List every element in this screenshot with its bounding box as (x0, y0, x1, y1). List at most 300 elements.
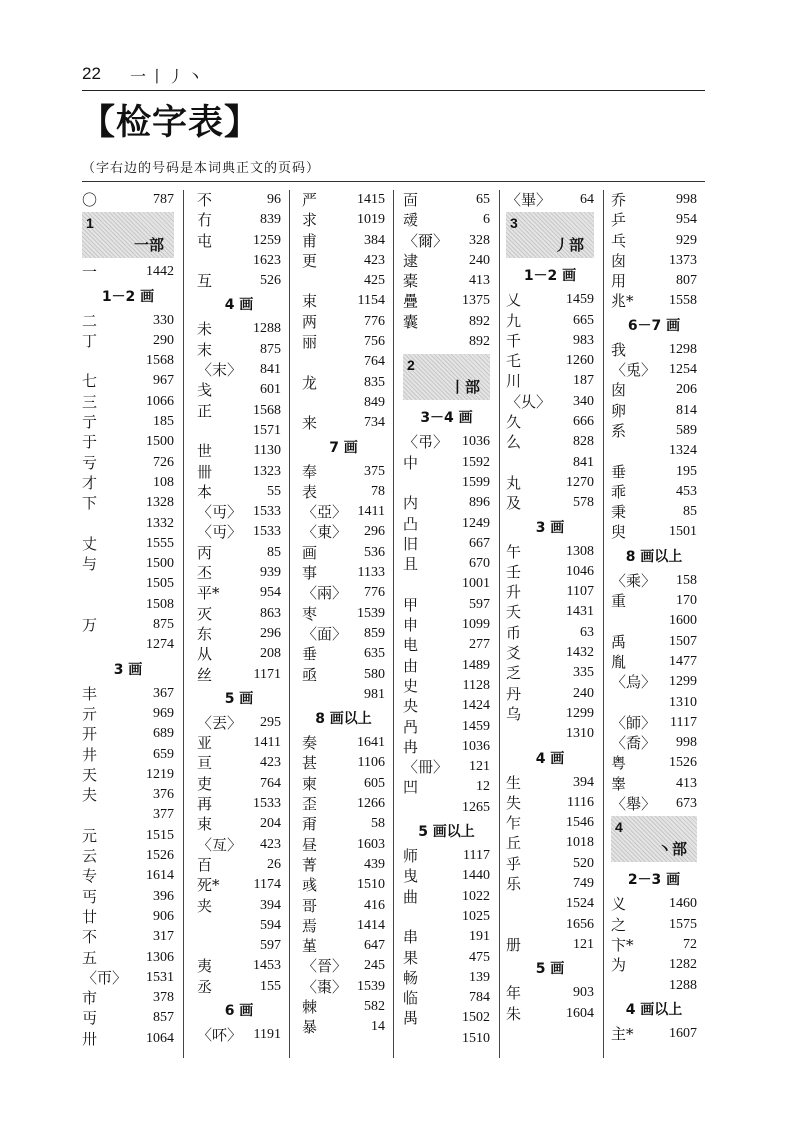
index-entry (82, 351, 174, 371)
index-entry (611, 955, 697, 975)
entry-character: 未 (197, 320, 213, 339)
entry-page-number: 896 (469, 495, 490, 511)
entry-page-number: 849 (364, 394, 385, 410)
entry-character: 市 (82, 989, 98, 1008)
entry-page-number: 1459 (566, 292, 594, 308)
entry-page-number: 245 (364, 958, 385, 974)
entry-character: 东 (197, 624, 213, 643)
index-entry (197, 231, 281, 251)
entry-page-number: 1508 (146, 596, 174, 612)
entry-character: 乎 (506, 854, 522, 873)
entry-page-number: 1323 (253, 463, 281, 479)
entry-character: 史 (403, 676, 419, 695)
entry-character: 正 (197, 401, 213, 420)
index-entry (611, 271, 697, 291)
index-entry (611, 441, 697, 461)
index-entry (197, 271, 281, 291)
entry-page-number: 330 (153, 312, 174, 328)
entry-page-number: 1510 (462, 1030, 490, 1046)
index-entry (506, 663, 594, 683)
entry-character: 〈面〉 (302, 624, 348, 643)
radical-header (506, 212, 594, 258)
entry-page-number: 1066 (146, 393, 174, 409)
index-entry (82, 724, 174, 744)
entry-page-number: 929 (676, 232, 697, 248)
index-entry (611, 611, 697, 631)
index-entry (82, 554, 174, 574)
entry-character: 亘 (197, 754, 213, 773)
entry-character: 不 (82, 928, 98, 947)
entry-page-number: 1507 (669, 633, 697, 649)
index-entry (197, 875, 281, 895)
index-entry (82, 948, 174, 968)
entry-page-number: 378 (153, 990, 174, 1006)
index-entry (506, 935, 594, 955)
entry-character: 壬 (506, 562, 522, 581)
entry-character: 臾 (611, 523, 627, 542)
entry-page-number: 1128 (462, 677, 490, 693)
entry-character: 册 (506, 935, 522, 954)
entry-page-number: 191 (469, 929, 490, 945)
entry-character: 画 (302, 543, 318, 562)
index-entry (611, 733, 697, 753)
entry-page-number: 1116 (567, 794, 594, 810)
entry-page-number: 526 (260, 273, 281, 289)
entry-character: 丘 (506, 834, 522, 853)
stroke-count-heading: 8 画以上 (315, 711, 372, 728)
entry-page-number: 1539 (357, 605, 385, 621)
entry-page-number: 1373 (669, 252, 697, 268)
entry-page-number: 580 (364, 666, 385, 682)
entry-page-number: 734 (364, 415, 385, 431)
index-entry (302, 875, 385, 895)
entry-character: 央 (403, 697, 419, 716)
entry-page-number: 1500 (146, 556, 174, 572)
entry-character: 互 (197, 272, 213, 291)
entry-character: 〈舉〉 (611, 795, 657, 814)
index-entry (506, 392, 594, 412)
index-entry (403, 717, 490, 737)
index-entry (403, 231, 490, 251)
index-entry (506, 311, 594, 331)
entry-character: 昼 (302, 835, 318, 854)
entry-page-number: 1298 (669, 341, 697, 357)
entry-page-number: 578 (573, 495, 594, 511)
entry-page-number: 981 (364, 686, 385, 702)
index-entry (506, 724, 594, 744)
radical-number: 4 (615, 819, 623, 836)
index-entry (197, 936, 281, 956)
index-entry (197, 624, 281, 644)
entry-page-number: 55 (267, 483, 281, 499)
entry-page-number: 594 (260, 917, 281, 933)
entry-character: 〈棗〉 (302, 977, 348, 996)
index-entry (302, 644, 385, 664)
entry-page-number: 1259 (253, 232, 281, 248)
entry-page-number: 416 (364, 897, 385, 913)
index-entry (403, 534, 490, 554)
entry-page-number: 689 (153, 726, 174, 742)
stroke-count-heading: 5 画以上 (418, 824, 475, 841)
entry-character: 彧 (302, 876, 318, 895)
entry-page-number: 892 (469, 313, 490, 329)
entry-character: 乔 (611, 191, 627, 209)
entry-character: 叆 (403, 211, 419, 230)
entry-page-number: 1558 (669, 293, 697, 309)
index-entry (611, 632, 697, 652)
entry-character: 〈喬〉 (611, 734, 657, 753)
index-entry (403, 968, 490, 988)
entry-character: 〈弔〉 (403, 433, 449, 452)
entry-character: 从 (197, 645, 213, 664)
entry-character: 我 (611, 340, 627, 359)
index-entry (403, 907, 490, 927)
entry-page-number: 296 (260, 625, 281, 641)
entry-page-number: 26 (267, 856, 281, 872)
index-entry (302, 393, 385, 413)
index-entry (611, 291, 697, 311)
entry-page-number: 1432 (566, 645, 594, 661)
entry-page-number: 520 (573, 855, 594, 871)
entry-character: 暴 (302, 1018, 318, 1037)
entry-character: 夭 (506, 603, 522, 622)
entry-character: 囱 (611, 381, 627, 400)
entry-page-number: 605 (364, 775, 385, 791)
entry-page-number: 764 (364, 354, 385, 370)
index-entry (302, 814, 385, 834)
index-entry (403, 887, 490, 907)
radical-header (82, 212, 174, 258)
index-entry (197, 502, 281, 522)
index-entry (197, 340, 281, 360)
entry-character: 甚 (302, 754, 318, 773)
entry-character: 丁 (82, 331, 98, 350)
stroke-count-heading: 4 画 (535, 750, 565, 767)
column-divider (499, 190, 500, 1058)
index-entry (611, 482, 697, 502)
index-entry (611, 713, 697, 733)
entry-character: 丐 (82, 887, 98, 906)
entry-character: 靣 (403, 191, 419, 209)
entry-character: 世 (197, 442, 213, 461)
index-entry (403, 798, 490, 818)
entry-character: 丽 (302, 333, 318, 352)
entry-character: 凹 (403, 778, 419, 797)
entry-page-number: 969 (153, 705, 174, 721)
index-entry (82, 331, 174, 351)
entry-page-number: 413 (469, 273, 490, 289)
entry-character: 亓 (82, 704, 98, 723)
entry-character: 丸 (506, 473, 522, 492)
entry-page-number: 597 (260, 938, 281, 954)
index-entry (403, 948, 490, 968)
stroke-count-heading: 8 画以上 (625, 548, 683, 565)
entry-page-number: 423 (364, 252, 385, 268)
index-entry (302, 916, 385, 936)
entry-page-number: 1568 (253, 402, 281, 418)
entry-character: 旧 (403, 534, 419, 553)
entry-character: 不 (197, 191, 213, 209)
index-entry (302, 733, 385, 753)
entry-page-number: 187 (573, 373, 594, 389)
entry-character: 逮 (403, 251, 419, 270)
index-entry (302, 352, 385, 372)
index-entry (302, 502, 385, 522)
index-entry (302, 462, 385, 482)
index-entry (611, 794, 697, 814)
page-number: 22 (82, 64, 101, 83)
index-entry (611, 190, 697, 210)
index-entry (506, 833, 594, 853)
entry-page-number: 63 (580, 624, 594, 640)
entry-page-number: 1064 (146, 1030, 174, 1046)
index-entry (506, 684, 594, 704)
index-entry (506, 453, 594, 473)
entry-page-number: 1505 (146, 576, 174, 592)
entry-page-number: 170 (676, 593, 697, 609)
index-entry (611, 693, 697, 713)
index-entry (403, 696, 490, 716)
entry-page-number: 1526 (146, 848, 174, 864)
entry-character: 死* (197, 876, 220, 895)
index-entry (403, 1008, 490, 1028)
entry-page-number: 1623 (253, 252, 281, 268)
entry-character: 下 (82, 494, 98, 513)
entry-page-number: 1219 (146, 766, 174, 782)
entry-page-number: 1414 (357, 917, 385, 933)
entry-page-number: 6 (483, 212, 490, 228)
index-entry (506, 983, 594, 1003)
entry-character: 堇 (302, 937, 318, 956)
entry-page-number: 340 (573, 393, 594, 409)
entry-page-number: 121 (469, 759, 490, 775)
index-entry (506, 915, 594, 935)
index-entry (82, 635, 174, 655)
index-entry (403, 291, 490, 311)
entry-page-number: 1575 (669, 916, 697, 932)
index-entry (302, 291, 385, 311)
entry-character: 丏 (82, 1009, 98, 1028)
entry-character: 之 (611, 915, 627, 934)
column-divider (393, 190, 394, 1058)
index-entry (302, 753, 385, 773)
entry-page-number: 841 (260, 362, 281, 378)
entry-character: 〈師〉 (611, 713, 657, 732)
entry-character: 〈丟〉 (197, 713, 243, 732)
index-entry (506, 1004, 594, 1024)
entry-page-number: 673 (676, 796, 697, 812)
entry-page-number: 1174 (253, 877, 281, 893)
entry-character: 乏 (506, 664, 522, 683)
entry-character: 亍 (82, 413, 98, 432)
index-entry (403, 656, 490, 676)
entry-page-number: 1604 (566, 1005, 594, 1021)
index-entry (82, 392, 174, 412)
entry-character: 电 (403, 636, 419, 655)
entry-character: 〈亞〉 (302, 503, 348, 522)
stroke-count-heading: 3 画 (113, 661, 143, 678)
entry-character: 末 (197, 340, 213, 359)
entry-page-number: 1130 (253, 443, 281, 459)
entry-page-number: 776 (364, 313, 385, 329)
index-entry (82, 968, 174, 988)
entry-page-number: 892 (469, 334, 490, 350)
entry-character: 再 (197, 795, 213, 814)
entry-page-number: 1117 (463, 848, 490, 864)
entry-page-number: 1568 (146, 353, 174, 369)
entry-page-number: 208 (260, 646, 281, 662)
entry-character: 戋 (197, 381, 213, 400)
index-entry (82, 927, 174, 947)
index-entry (506, 704, 594, 724)
stroke-count-heading: 3 画 (535, 519, 565, 536)
entry-character: 丝 (197, 665, 213, 684)
entry-page-number: 1282 (669, 957, 697, 973)
index-entry (82, 412, 174, 432)
entry-page-number: 1133 (357, 565, 385, 581)
entry-page-number: 1375 (462, 293, 490, 309)
index-entry (302, 685, 385, 705)
index-entry (82, 190, 174, 210)
entry-character: 爻 (506, 644, 522, 663)
index-entry (403, 453, 490, 473)
entry-page-number: 1274 (146, 637, 174, 653)
index-entry (82, 534, 174, 554)
radical-name: 丶部 (656, 840, 687, 859)
entry-character: 囱 (611, 251, 627, 270)
entry-page-number: 1489 (462, 657, 490, 673)
index-entry (302, 855, 385, 875)
entry-page-number: 206 (676, 382, 697, 398)
index-entry (403, 432, 490, 452)
entry-page-number: 597 (469, 596, 490, 612)
index-entry (611, 210, 697, 230)
entry-character: 疊 (403, 292, 419, 311)
index-column-2 (197, 190, 281, 1060)
entry-page-number: 764 (260, 775, 281, 791)
index-entry (611, 231, 697, 251)
index-entry (403, 676, 490, 696)
entry-page-number: 1501 (669, 524, 697, 540)
index-entry (82, 684, 174, 704)
entry-character: 丰 (82, 684, 98, 703)
index-entry (403, 737, 490, 757)
index-entry (302, 482, 385, 502)
entry-page-number: 1555 (146, 535, 174, 551)
index-entry (403, 866, 490, 886)
entry-character: 束 (302, 292, 318, 311)
stroke-count-heading: 1－2 画 (101, 288, 155, 305)
entry-page-number: 1328 (146, 495, 174, 511)
index-entry (197, 421, 281, 441)
entry-page-number: 240 (469, 252, 490, 268)
entry-character: 重 (611, 592, 627, 611)
entry-character: 吏 (197, 774, 213, 793)
index-entry (403, 190, 490, 210)
entry-character: 本 (197, 482, 213, 501)
entry-character: 开 (82, 725, 98, 744)
page-title: 【检字表】 (80, 103, 261, 143)
radical-name: 一部 (133, 236, 164, 255)
index-entry (197, 753, 281, 773)
entry-character: 师 (403, 847, 419, 866)
index-entry (506, 773, 594, 793)
index-entry (506, 331, 594, 351)
entry-character: 乐 (506, 875, 522, 894)
entry-character: 曳 (403, 867, 419, 886)
entry-page-number: 1171 (253, 666, 281, 682)
index-entry (403, 271, 490, 291)
entry-page-number: 1288 (669, 977, 697, 993)
entry-character: 〈吥〉 (197, 1025, 243, 1044)
index-entry (82, 453, 174, 473)
index-entry (82, 907, 174, 927)
entry-page-number: 857 (153, 1010, 174, 1026)
entry-page-number: 240 (573, 685, 594, 701)
radical-number: 3 (510, 215, 518, 232)
entry-character: 云 (82, 847, 98, 866)
entry-page-number: 1459 (462, 718, 490, 734)
stroke-count-heading: 6 画 (224, 1002, 254, 1019)
entry-page-number: 1154 (357, 293, 385, 309)
entry-character: 畅 (403, 968, 419, 987)
stroke-count-heading: 4 画以上 (625, 1001, 683, 1018)
index-entry (403, 595, 490, 615)
entry-page-number: 1603 (357, 836, 385, 852)
entry-character: 平* (197, 584, 220, 603)
entry-page-number: 954 (260, 585, 281, 601)
entry-page-number: 394 (260, 897, 281, 913)
entry-character: 禺 (403, 1009, 419, 1028)
entry-character: 且 (403, 555, 419, 574)
index-entry (302, 583, 385, 603)
entry-page-number: 1249 (462, 515, 490, 531)
entry-character: 〈亙〉 (197, 835, 243, 854)
entry-character: 二 (82, 311, 98, 330)
index-entry (82, 805, 174, 825)
entry-page-number: 1310 (566, 726, 594, 742)
index-entry (403, 777, 490, 797)
index-entry (506, 412, 594, 432)
entry-character: 焉 (302, 916, 318, 935)
entry-character: 升 (506, 583, 522, 602)
entry-character: 垂 (611, 462, 627, 481)
entry-page-number: 155 (260, 978, 281, 994)
entry-page-number: 1036 (462, 434, 490, 450)
index-entry (611, 340, 697, 360)
index-entry (197, 956, 281, 976)
entry-page-number: 1265 (462, 799, 490, 815)
entry-character: 冉 (403, 737, 419, 756)
entry-page-number: 1308 (566, 543, 594, 559)
entry-page-number: 1411 (357, 504, 385, 520)
entry-page-number: 875 (260, 341, 281, 357)
index-entry (82, 785, 174, 805)
entry-character: 亟 (302, 665, 318, 684)
entry-page-number: 666 (573, 414, 594, 430)
entry-page-number: 582 (364, 998, 385, 1014)
entry-character: 失 (506, 793, 522, 812)
entry-page-number: 1046 (566, 563, 594, 579)
stroke-count-heading: 5 画 (535, 961, 565, 978)
entry-page-number: 776 (364, 585, 385, 601)
entry-character: 三 (82, 392, 98, 411)
index-entry (302, 1017, 385, 1037)
index-entry (506, 874, 594, 894)
index-entry (82, 493, 174, 513)
entry-character: 中 (403, 453, 419, 472)
entry-page-number: 96 (267, 192, 281, 207)
